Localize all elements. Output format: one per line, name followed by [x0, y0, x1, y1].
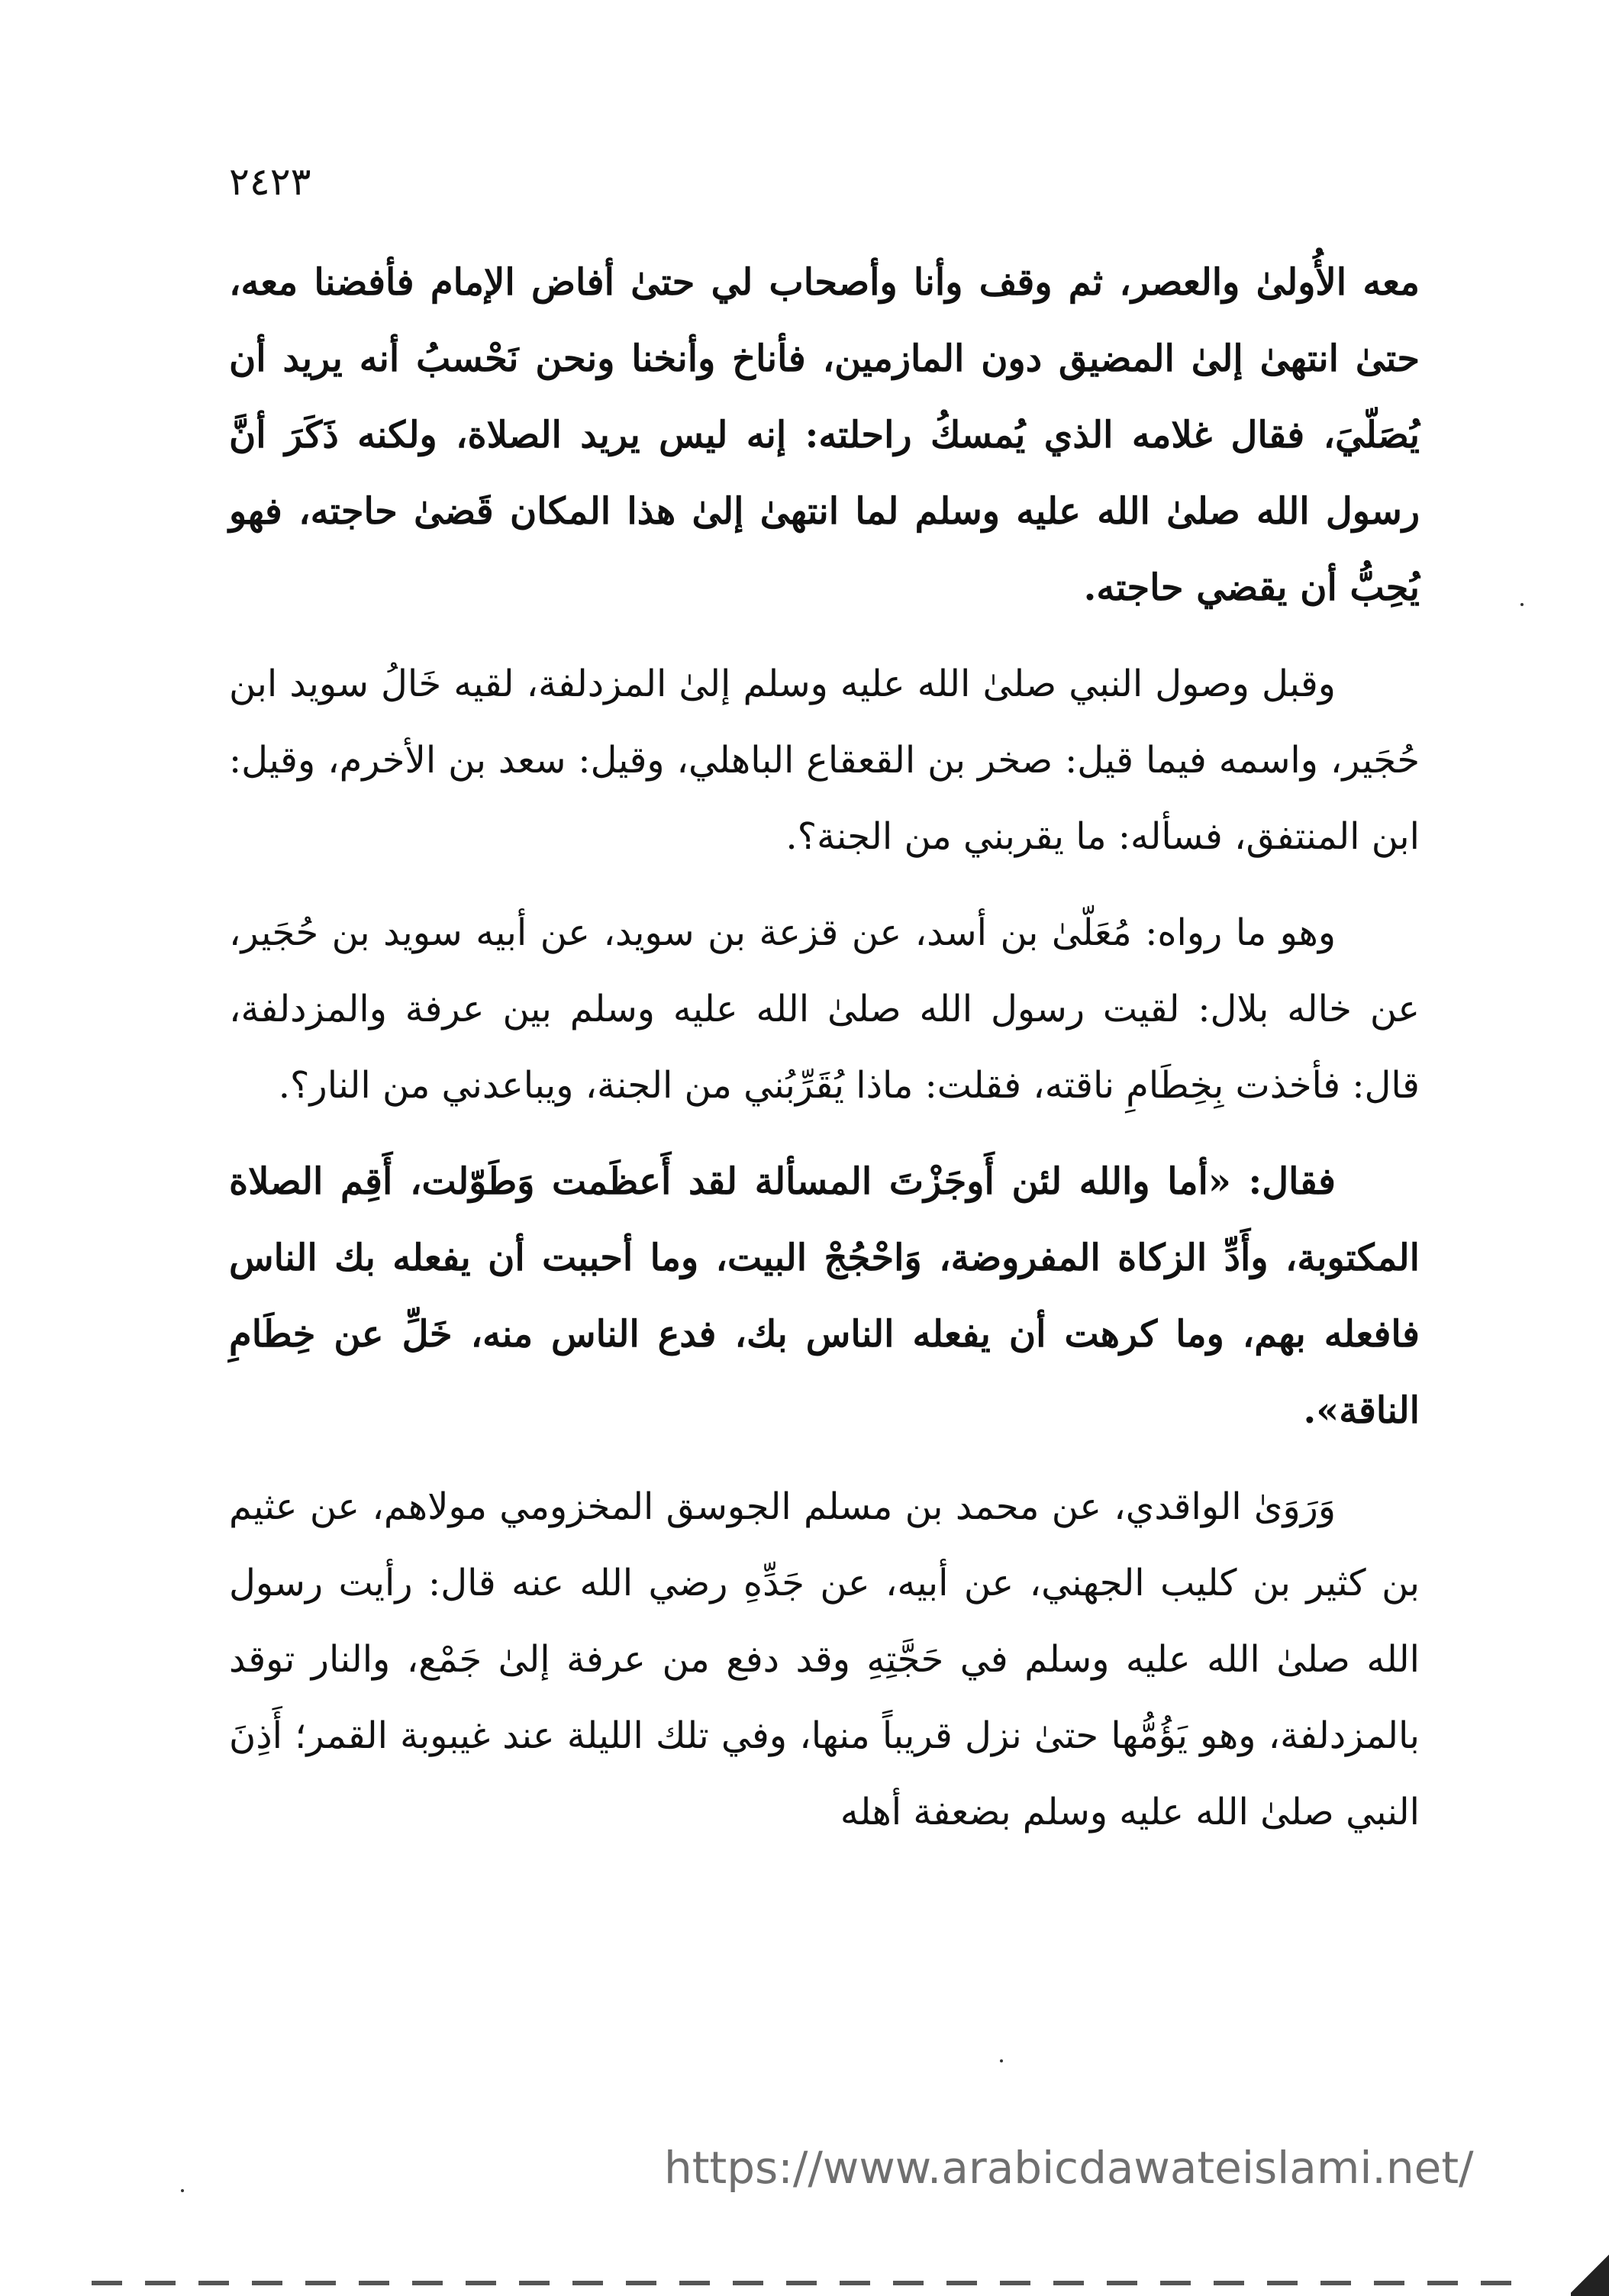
scan-speck [1000, 2059, 1003, 2062]
paragraph-1: معه الأُولىٰ والعصر، ثم وقف وأنا وأصحاب لي حتىٰ أفاض الإمام فأفضنا معه، حتىٰ انتهىٰ إلىٰ المضيق دون المازمين، فأناخ وأنخنا ونحن نَحْسبُ أنه يريد أن يُصَلّيَ، فقال غلامه الذي يُمسكُ راحلته: إنه ليس يريد الصلاة، ولكنه ذَكَرَ أنَّ رسول الله صلىٰ الله عليه وسلم لما انتهىٰ إلىٰ هذا المكان قَضىٰ حاجته، فهو يُحِبُّ أن يقضي حاجته. [229, 261, 1420, 609]
page-number: ٢٤٢٣ [229, 160, 311, 204]
scan-edge-marks [92, 2281, 1527, 2285]
paragraph-4: فقال: «أما والله لئن أَوجَزْتَ المسألة لقد أَعظَمت وَطَوّلت، أَقِم الصلاة المكتوبة، وأَدِّ الزكاة المفروضة، وَاحْجُجْ البيت، وما أحببت أن يفعله بك الناس فافعله بهم، وما كرهت أن يفعله الناس بك، فدع الناس منه، خَلِّ عن خِطَامِ الناقة». [229, 1160, 1420, 1432]
scan-corner-mark [1571, 2252, 1609, 2296]
scan-speck [181, 2189, 184, 2192]
body-text [229, 244, 1420, 1850]
paragraph-5: وَرَوَىٰ الواقدي، عن محمد بن مسلم الجوسق المخزومي مولاهم، عن عثيم بن كثير بن كليب الجهني، عن أبيه، عن جَدِّهِ رضي الله عنه قال: رأيت رسول الله صلىٰ الله عليه وسلم في حَجَّتِهِ وقد دفع من عرفة إلىٰ جَمْع، والنار توقد بالمزدلفة، وهو يَؤُمُّها حتىٰ نزل قريباً منها، وفي تلك الليلة عند غيبوبة القمر؛ أَذِنَ النبي صلىٰ الله عليه وسلم بضعفة أهله [229, 1485, 1420, 1833]
watermark-url: https://www.arabicdawateislami.net/ [664, 2142, 1474, 2194]
paragraph-2: وقبل وصول النبي صلىٰ الله عليه وسلم إلىٰ المزدلفة، لقيه خَالُ سويد ابن حُجَير، واسمه فيما قيل: صخر بن القعقاع الباهلي، وقيل: سعد بن الأخرم، وقيل: ابن المنتفق، فسأله: ما يقربني من الجنة؟. [229, 663, 1420, 858]
paragraph-3: وهو ما رواه: مُعَلّىٰ بن أسد، عن قزعة بن سويد، عن أبيه سويد بن حُجَير، عن خاله بلال: لقيت رسول الله صلىٰ الله عليه وسلم بين عرفة والمزدلفة، قال: فأخذت بِخِطَامِ ناقته، فقلت: ماذا يُقَرِّبُني من الجنة، ويباعدني من النار؟. [229, 911, 1420, 1107]
scan-speck [1520, 603, 1524, 606]
